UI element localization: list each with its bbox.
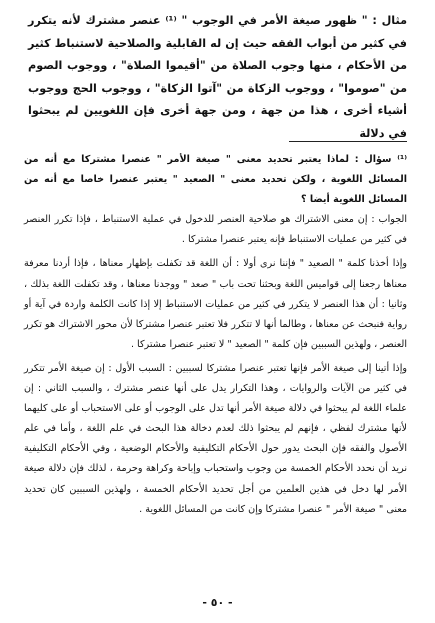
footnote-paragraph: وإذا أتينا إلى صيغة الأمر فإنها تعتبر عنصرا مشتركا لسببين : السبب الأول : إن صيغة الأمر تتكرر في كثير من الآيات والروايات ، وهذا التكرار يدل على أنها عنصر مشترك ، والسبب الثاني : إن علماء اللغة لم يبحثوا في دلالة صيغة الأمر أنها تدل على الوجوب أو على الاستحباب أو على كليهما لأنها مشترك لفظي ، فإنهم لم يبحثوا ذلك لعدم دخالة هذا البحث في علم اللغة ، وأما في علم الأصول والفقه فإن البحث يدور حول الأحكام التكليفية والأحكام الوضعية ، وفي الأحكام التكليفية نريد أن نحدد الأحكام الخمسة من وجوب واستحباب وإباحة وكراهة وحرمة ، لذلك فإن دلالة صيغة الأمر لها دخل في هذين العلمين من أجل تحديد الأحكام الخمسة ، ولهذين السببين كان تحديد معنى " صيغة الأمر " عنصرا مشتركا وإن كانت من المسائل اللغوية . xyxy=(24,362,407,515)
footnote-separator xyxy=(289,141,407,142)
footnote-paragraph: الجواب : إن معنى الاشتراك هو صلاحية العنصر للدخول في عملية الاستنباط ، فإذا تكرر العنصر في كثير من عمليات الاستنباط فإنه يعتبر عنصرا مشتركا . xyxy=(24,214,407,246)
footnotes xyxy=(24,150,407,520)
main-paragraph: مثال : " ظهور صيغة الأمر في الوجوب " ⁽¹⁾ عنصر مشترك لأنه يتكرر في كثير من أبواب الفقه حيث إن له القابلية والصلاحية لاستنباط كثير من الأحكام ، منها وجوب الصلاة من "أقيموا الصلاة" ، ووجوب الصوم من "صوموا" ، ووجوب الزكاة من "آتوا الزكاة" ، ووجوب الحج ووجوب أشياء أخرى ، هذا من جهة ، ومن جهة أخرى فإن اللغويين لم يبحثوا في دلالة xyxy=(28,14,407,140)
page-number: - ٥٠ - xyxy=(202,596,233,609)
footnote-question: ⁽¹⁾ سؤال : لماذا يعتبر تحديد معنى " صيغة الأمر " عنصرا مشتركا مع أنه من المسائل اللغوية ، ولكن تحديد معنى " الصعيد " يعتبر عنصرا خاصا مع أنه من المسائل اللغوية أيضا ؟ xyxy=(24,154,407,206)
footnote-paragraph: وإذا أخذنا كلمة " الصعيد " فإننا نرى أولا : أن اللغة قد تكفلت بإظهار معناها ، فإذا أردنا معرفة معناها رجعنا إلى قواميس اللغة وبحثنا تحت باب " صعد " ووجدنا معناها ، وقد تكفلت اللغة بذلك ، وثانيا : أن هذا العنصر لا يتكرر في كثير من عمليات الاستنباط إلا إذا كانت الكلمة واردة في آية أو رواية فنبحث عن معناها ، وطالما أنها لا تتكرر فلا تعتبر عنصرا مشتركا لأن محور الاشتراك هو تكرر العنصر ، ولهذين السببين فإن كلمة " الصعيد " لا تعتبر عنصرا مشتركا . xyxy=(24,258,407,350)
main-text xyxy=(28,10,407,146)
